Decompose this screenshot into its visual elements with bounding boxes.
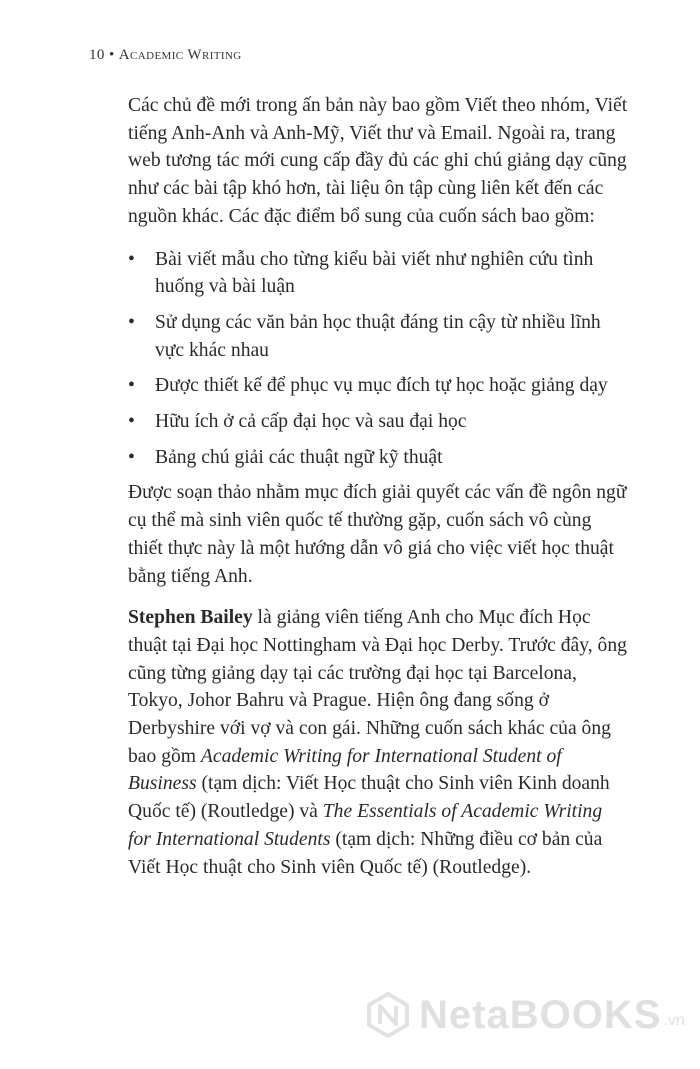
author-bio-text-3: (tạm dịch: Những điều cơ bản của Viết Học thuật cho Sinh viên Quốc tế) (Routledge). bbox=[128, 828, 603, 878]
bullet-icon: • bbox=[128, 375, 135, 397]
watermark-brand: NetaBOOKS bbox=[419, 992, 662, 1037]
list-item bbox=[128, 408, 628, 436]
bullet-icon: • bbox=[128, 311, 135, 333]
page-number: 10 bbox=[89, 47, 105, 63]
page-body bbox=[128, 92, 628, 881]
list-item-text: Hữu ích ở cả cấp đại học và sau đại học bbox=[155, 411, 467, 433]
bullet-icon: • bbox=[128, 248, 135, 270]
running-head bbox=[89, 47, 242, 64]
list-item bbox=[128, 309, 628, 364]
author-name: Stephen Bailey bbox=[128, 607, 253, 629]
watermark bbox=[365, 992, 685, 1038]
running-head-title: Academic Writing bbox=[118, 47, 242, 63]
netabooks-logo-icon bbox=[365, 992, 411, 1038]
list-item-text: Được thiết kế để phục vụ mục đích tự học hoặc giảng dạy bbox=[155, 375, 608, 397]
author-bio-paragraph bbox=[128, 604, 628, 881]
author-bio-text-1: là giảng viên tiếng Anh cho Mục đích Học thuật tại Đại học Nottingham và Đại học Derby. Trước đây, ông cũng từng giảng dạy tại các trường đại học tại Barcelona, Tokyo, Johor Bahru và Prague. Hiện ông đang sống ở Derbyshire với vợ và con gái. Những cuốn sách khác của ông bao gồm bbox=[128, 607, 627, 767]
bullet-icon: • bbox=[128, 411, 135, 433]
author-bio-text-2: (tạm dịch: Viết Học thuật cho Sinh viên Kinh doanh Quốc tế) (Routledge) và bbox=[128, 773, 610, 823]
list-item bbox=[128, 246, 628, 301]
summary-paragraph: Được soạn thảo nhằm mục đích giải quyết các vấn đề ngôn ngữ cụ thể mà sinh viên quốc tế thường gặp, cuốn sách vô cùng thiết thực này là một hướng dẫn vô giá cho việc viết học thuật bằng tiếng Anh. bbox=[128, 482, 627, 587]
watermark-suffix: .vn bbox=[663, 1012, 685, 1029]
list-item bbox=[128, 444, 628, 472]
book-title-1: Academic Writing for International Student of Business bbox=[128, 745, 562, 795]
list-item-text: Bảng chú giải các thuật ngữ kỹ thuật bbox=[155, 446, 443, 468]
running-head-separator: • bbox=[108, 47, 115, 63]
intro-paragraph: Các chủ đề mới trong ấn bản này bao gồm Viết theo nhóm, Viết tiếng Anh-Anh và Anh-Mỹ, Viết thư và Email. Ngoài ra, trang web tương tác mới cung cấp đầy đủ các ghi chú giảng dạy cũng như các bài tập khó hơn, tài liệu ôn tập cùng liên kết đến các nguồn khác. Các đặc điểm bổ sung của cuốn sách bao gồm: bbox=[128, 95, 628, 227]
bullet-icon: • bbox=[128, 446, 135, 468]
list-item bbox=[128, 372, 628, 400]
features-list bbox=[128, 246, 628, 472]
list-item-text: Bài viết mẫu cho từng kiểu bài viết như nghiên cứu tình huống và bài luận bbox=[155, 248, 594, 298]
list-item-text: Sử dụng các văn bản học thuật đáng tin cậy từ nhiều lĩnh vực khác nhau bbox=[155, 311, 601, 361]
book-title-2: The Essentials of Academic Writing for International Students bbox=[128, 801, 603, 850]
